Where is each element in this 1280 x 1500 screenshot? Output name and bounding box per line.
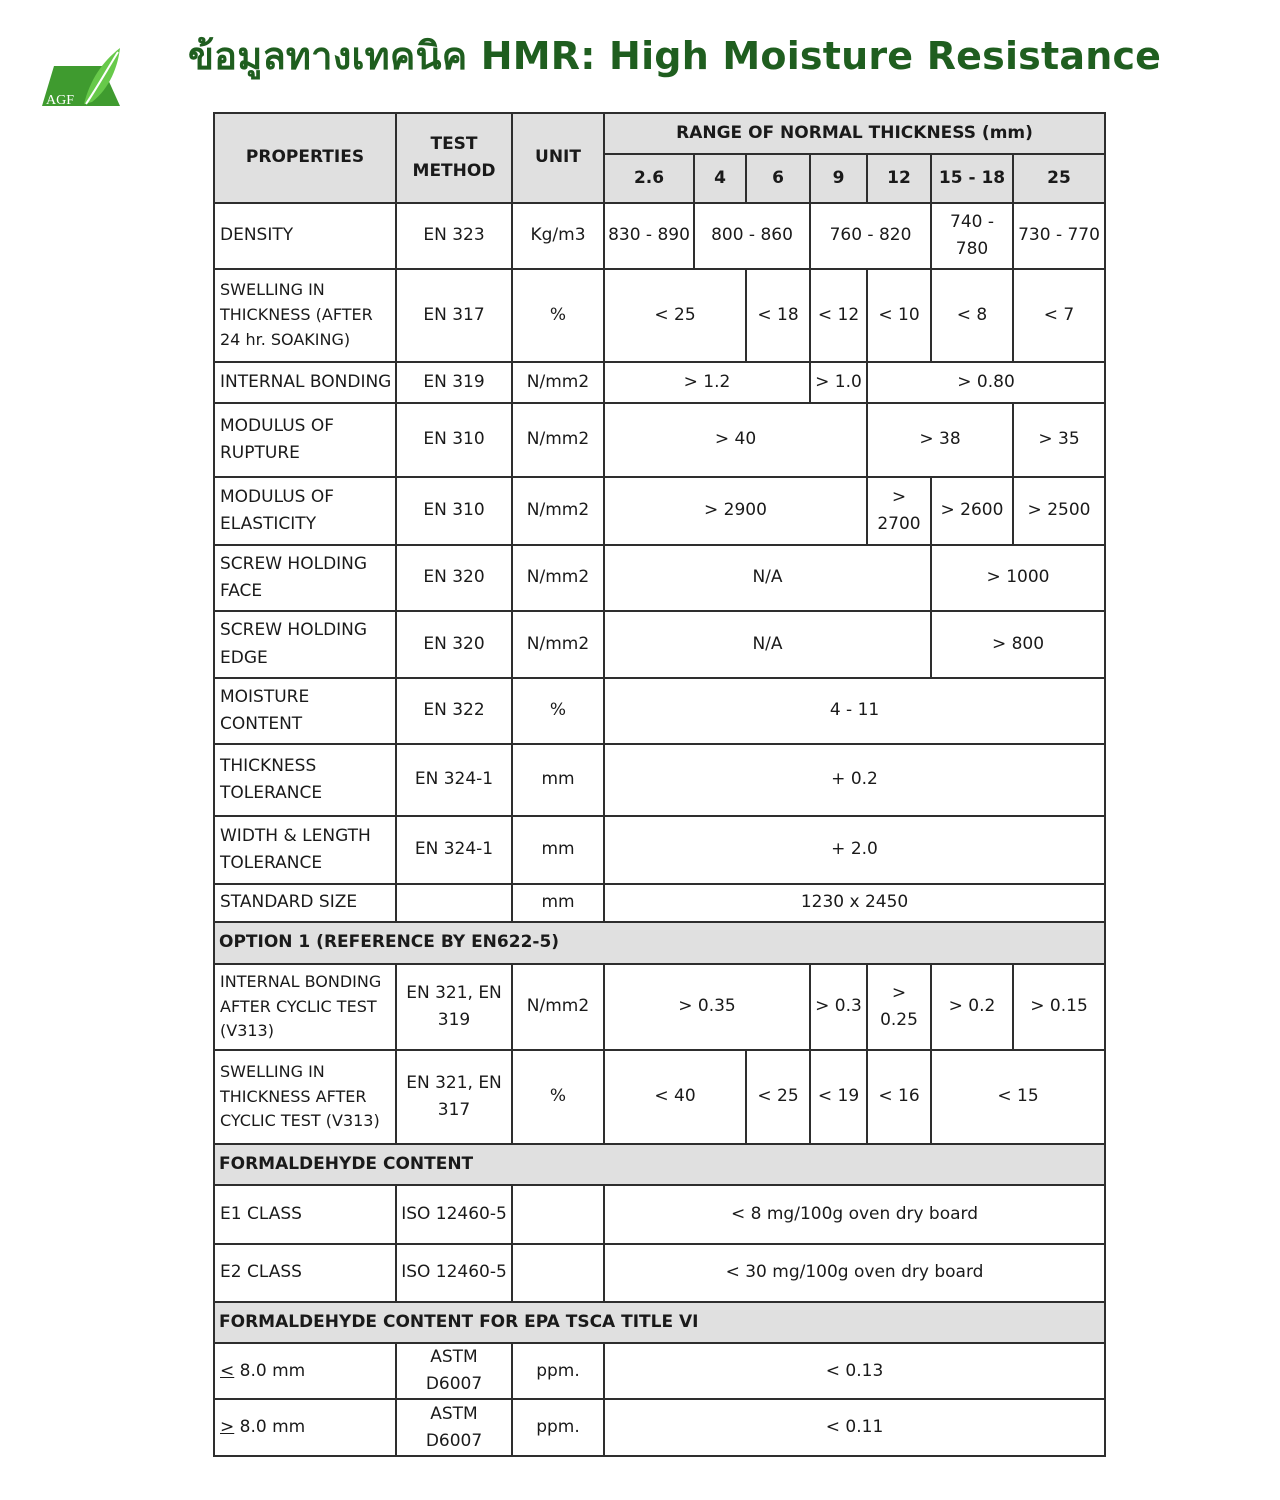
table-row bbox=[214, 403, 1105, 477]
prop-e1-class: E1 CLASS bbox=[214, 1185, 396, 1244]
table-row bbox=[214, 744, 1105, 816]
prop-swell-cyclic: SWELLING IN THICKNESS AFTER CYCLIC TEST (V313) bbox=[214, 1050, 396, 1144]
method: EN 320 bbox=[396, 545, 512, 611]
unit: ppm. bbox=[512, 1343, 604, 1399]
value: < 30 mg/100g oven dry board bbox=[604, 1244, 1105, 1302]
table-row bbox=[214, 678, 1105, 744]
prop-ib-cyclic: INTERNAL BONDING AFTER CYCLIC TEST (V313) bbox=[214, 964, 396, 1050]
value: < 40 bbox=[604, 1050, 746, 1144]
method: EN 310 bbox=[396, 403, 512, 477]
thickness-9: 9 bbox=[810, 154, 867, 203]
prop-moisture: MOISTURE CONTENT bbox=[214, 678, 396, 744]
header-range: RANGE OF NORMAL THICKNESS (mm) bbox=[604, 113, 1105, 154]
value: > 0.2 bbox=[931, 964, 1013, 1050]
section-option1: OPTION 1 (REFERENCE BY EN622-5) bbox=[214, 922, 1105, 964]
method: EN 322 bbox=[396, 678, 512, 744]
value: N/A bbox=[604, 611, 931, 678]
value: < 25 bbox=[746, 1050, 810, 1144]
value: > 0.80 bbox=[867, 362, 1105, 403]
prop-label: 8.0 mm bbox=[234, 1360, 306, 1381]
prop-thickness-tolerance: THICKNESS TOLERANCE bbox=[214, 744, 396, 816]
method: EN 321, EN 317 bbox=[396, 1050, 512, 1144]
value: < 8 mg/100g oven dry board bbox=[604, 1185, 1105, 1244]
unit: % bbox=[512, 678, 604, 744]
value: > 800 bbox=[931, 611, 1105, 678]
unit: % bbox=[512, 1050, 604, 1144]
le-symbol: < bbox=[220, 1360, 235, 1381]
value: + 2.0 bbox=[604, 816, 1105, 884]
value: 730 - 770 bbox=[1013, 203, 1105, 269]
section-row bbox=[214, 922, 1105, 964]
header-unit: UNIT bbox=[512, 113, 604, 203]
value: > 0.25 bbox=[867, 964, 931, 1050]
unit: N/mm2 bbox=[512, 611, 604, 678]
table-row bbox=[214, 1050, 1105, 1144]
table-row bbox=[214, 362, 1105, 403]
value: 1230 x 2450 bbox=[604, 884, 1105, 922]
value: < 25 bbox=[604, 269, 746, 362]
prop-modulus-rupture: MODULUS OF RUPTURE bbox=[214, 403, 396, 477]
value: > 2500 bbox=[1013, 477, 1105, 545]
thickness-4: 4 bbox=[694, 154, 746, 203]
method: EN 324-1 bbox=[396, 744, 512, 816]
value: < 15 bbox=[931, 1050, 1105, 1144]
method: EN 324-1 bbox=[396, 816, 512, 884]
header-properties: PROPERTIES bbox=[214, 113, 396, 203]
thickness-12: 12 bbox=[867, 154, 931, 203]
table-row bbox=[214, 1244, 1105, 1302]
method: EN 320 bbox=[396, 611, 512, 678]
unit: mm bbox=[512, 816, 604, 884]
unit: Kg/m3 bbox=[512, 203, 604, 269]
unit bbox=[512, 1244, 604, 1302]
prop-swelling: SWELLING IN THICKNESS (AFTER 24 hr. SOAKING) bbox=[214, 269, 396, 362]
table-row bbox=[214, 611, 1105, 678]
value: > 2600 bbox=[931, 477, 1013, 545]
table-row bbox=[214, 1185, 1105, 1244]
value: > 38 bbox=[867, 403, 1013, 477]
section-row bbox=[214, 1144, 1105, 1185]
value: 800 - 860 bbox=[694, 203, 810, 269]
value: > 1.0 bbox=[810, 362, 867, 403]
thickness-6: 6 bbox=[746, 154, 810, 203]
value: < 0.13 bbox=[604, 1343, 1105, 1399]
table-row bbox=[214, 477, 1105, 545]
value: N/A bbox=[604, 545, 931, 611]
value: > 35 bbox=[1013, 403, 1105, 477]
prop-screw-edge: SCREW HOLDING EDGE bbox=[214, 611, 396, 678]
value: > 0.35 bbox=[604, 964, 810, 1050]
table-row bbox=[214, 269, 1105, 362]
value: > 2900 bbox=[604, 477, 867, 545]
value: < 19 bbox=[810, 1050, 867, 1144]
value: > 1.2 bbox=[604, 362, 810, 403]
value: > 40 bbox=[604, 403, 867, 477]
table-row bbox=[214, 545, 1105, 611]
section-epa: FORMALDEHYDE CONTENT FOR EPA TSCA TITLE VI bbox=[214, 1302, 1105, 1343]
method: ISO 12460-5 bbox=[396, 1185, 512, 1244]
method: ASTM D6007 bbox=[396, 1343, 512, 1399]
unit: N/mm2 bbox=[512, 362, 604, 403]
value: > 0.3 bbox=[810, 964, 867, 1050]
value: < 18 bbox=[746, 269, 810, 362]
table-row bbox=[214, 203, 1105, 269]
thickness-2-6: 2.6 bbox=[604, 154, 694, 203]
unit: N/mm2 bbox=[512, 964, 604, 1050]
table-row bbox=[214, 816, 1105, 884]
prop-modulus-elasticity: MODULUS OF ELASTICITY bbox=[214, 477, 396, 545]
value: > 2700 bbox=[867, 477, 931, 545]
method: EN 317 bbox=[396, 269, 512, 362]
unit: % bbox=[512, 269, 604, 362]
table-row bbox=[214, 1343, 1105, 1399]
unit: N/mm2 bbox=[512, 477, 604, 545]
header-test-method: TEST METHOD bbox=[396, 113, 512, 203]
prop-width-length-tolerance: WIDTH & LENGTH TOLERANCE bbox=[214, 816, 396, 884]
method: EN 321, EN 319 bbox=[396, 964, 512, 1050]
value: + 0.2 bbox=[604, 744, 1105, 816]
prop-le-8mm bbox=[214, 1343, 396, 1399]
value: 740 - 780 bbox=[931, 203, 1013, 269]
agf-logo bbox=[40, 44, 122, 110]
unit: N/mm2 bbox=[512, 545, 604, 611]
section-row bbox=[214, 1302, 1105, 1343]
method: EN 319 bbox=[396, 362, 512, 403]
value: < 12 bbox=[810, 269, 867, 362]
unit: N/mm2 bbox=[512, 403, 604, 477]
value: > 0.15 bbox=[1013, 964, 1105, 1050]
unit: ppm. bbox=[512, 1399, 604, 1456]
prop-label: 8.0 mm bbox=[234, 1417, 306, 1438]
value: > 1000 bbox=[931, 545, 1105, 611]
prop-e2-class: E2 CLASS bbox=[214, 1244, 396, 1302]
table-row bbox=[214, 884, 1105, 922]
thickness-15-18: 15 - 18 bbox=[931, 154, 1013, 203]
prop-standard-size: STANDARD SIZE bbox=[214, 884, 396, 922]
prop-screw-face: SCREW HOLDING FACE bbox=[214, 545, 396, 611]
table-row bbox=[214, 1399, 1105, 1456]
thickness-25: 25 bbox=[1013, 154, 1105, 203]
value: < 8 bbox=[931, 269, 1013, 362]
unit: mm bbox=[512, 884, 604, 922]
page-title: ข้อมูลทางเทคนิค HMR: High Moisture Resistance bbox=[188, 34, 1162, 78]
spec-table bbox=[213, 112, 1106, 1457]
method: ASTM D6007 bbox=[396, 1399, 512, 1456]
method: EN 310 bbox=[396, 477, 512, 545]
ge-symbol: > bbox=[220, 1417, 235, 1438]
method: EN 323 bbox=[396, 203, 512, 269]
section-formaldehyde: FORMALDEHYDE CONTENT bbox=[214, 1144, 1105, 1185]
value: 4 - 11 bbox=[604, 678, 1105, 744]
unit bbox=[512, 1185, 604, 1244]
prop-internal-bonding: INTERNAL BONDING bbox=[214, 362, 396, 403]
unit: mm bbox=[512, 744, 604, 816]
prop-ge-8mm bbox=[214, 1399, 396, 1456]
value: < 0.11 bbox=[604, 1399, 1105, 1456]
method bbox=[396, 884, 512, 922]
value: 760 - 820 bbox=[810, 203, 931, 269]
value: < 7 bbox=[1013, 269, 1105, 362]
method: ISO 12460-5 bbox=[396, 1244, 512, 1302]
value: 830 - 890 bbox=[604, 203, 694, 269]
logo-text: AGF bbox=[46, 93, 75, 108]
header-row bbox=[214, 113, 1105, 154]
prop-density: DENSITY bbox=[214, 203, 396, 269]
table-row bbox=[214, 964, 1105, 1050]
value: < 16 bbox=[867, 1050, 931, 1144]
value: < 10 bbox=[867, 269, 931, 362]
